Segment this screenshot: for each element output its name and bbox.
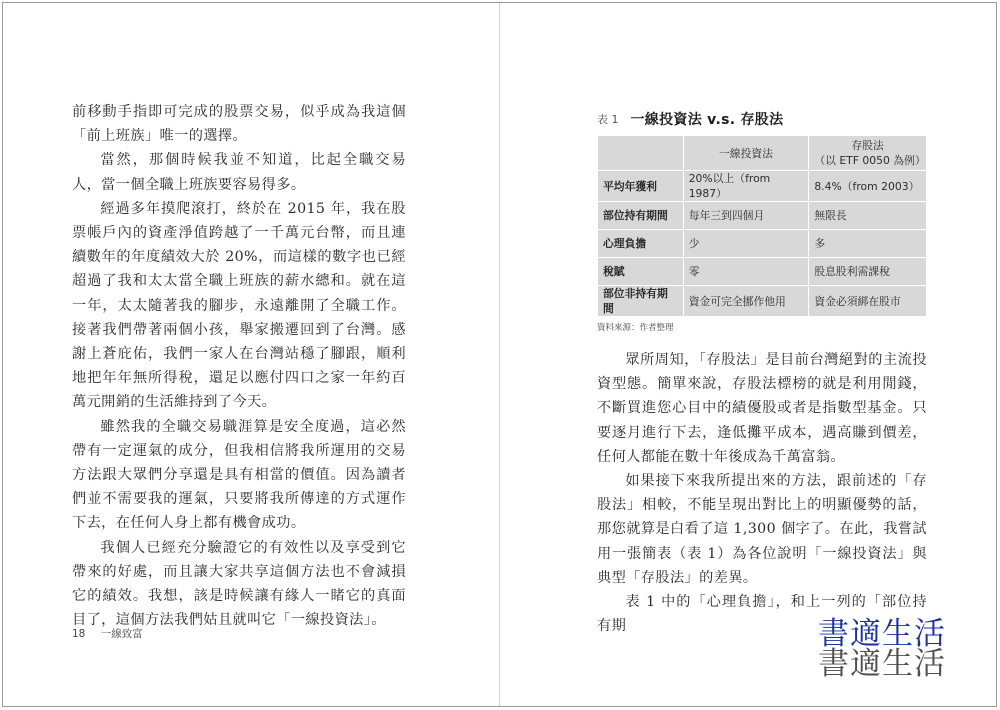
header-line: （以 ETF 0050 為例） [814,154,926,167]
table-cell: 資金必須綁在股市 [809,286,927,317]
paragraph: 表 1 中的「心理負擔」，和上一列的「部位持有期 [597,594,927,635]
page-number: 18 [72,628,86,640]
paragraph: 當然，那個時候我並不知道，比起全職交易人，當一個全職上班族要容易得多。 [72,152,406,193]
table-row [598,258,927,286]
table-cell: 少 [683,230,809,258]
table-row [598,202,927,230]
right-page [597,348,927,638]
table-caption [597,107,927,131]
left-page [72,100,406,632]
book-gutter [499,3,500,706]
table-source-note: 資料來源：作者整理 [597,323,674,333]
table-row [598,286,927,317]
row-label: 部位持有期間 [598,202,684,230]
table-header-cell: 一線投資法 [683,136,809,171]
table-cell: 多 [809,230,927,258]
row-label: 部位非持有期間 [598,286,684,317]
paragraph: 如果接下來我所提出來的方法，跟前述的「存股法」相較，不能呈現出對比上的明顯優勢的話，那您就算是白看了這 1,300 個字了。在此，我嘗試用一張簡表（表 1）為各位說明「一線投資法」與典型「存股法」的差異。 [597,473,927,586]
table-header-cell [809,136,927,171]
table-header-cell [598,136,684,171]
page-footer [72,626,143,641]
table-cell: 8.4%（from 2003） [809,171,927,202]
paragraph: 眾所周知，「存股法」是目前台灣絕對的主流投資型態。簡單來說，存股法標榜的就是利用閒錢，不斷買進您心目中的績優股或者是指數型基金。只要逐月進行下去，逢低攤平成本，遇高賺到價差，任何人都能在數十年後成為千萬富翁。 [597,352,927,465]
table-cell: 零 [683,258,809,286]
comparison-table [597,135,927,317]
paragraph: 我個人已經充分驗證它的有效性以及享受到它帶來的好處，而且讓大家共享這個方法也不會減損它的績效。我想，該是時候讓有緣人一睹它的真面目了，這個方法我們姑且就叫它「一線投資法」。 [72,539,406,629]
paragraph: 經過多年摸爬滾打，終於在 2015 年，我在股票帳戶內的資產淨值跨越了一千萬元台幣，而且連續數年的年度績效大於 20%，而這樣的數字也已經超過了我和太太當全職上班族的薪水總和。就在這一年，太太隨著我的腳步，永遠離開了全職工作。接著我們帶著兩個小孩，舉家搬遷回到了台灣。感謝上蒼庇佑，我們一家人在台灣站穩了腳跟，順利地把年年無所得稅，還足以應付四口之家一年約百萬元開銷的生活維持到了今天。 [72,200,406,411]
table-row [598,171,927,202]
row-label: 稅賦 [598,258,684,286]
paragraph: 雖然我的全職交易職涯算是安全度過，這必然帶有一定運氣的成分，但我相信將我所運用的交易方法跟大眾們分享還是具有相當的價值。因為讀者們並不需要我的運氣，只要將我所傳達的方式運作下去，在任何人身上都有機會成功。 [72,418,406,532]
table-header-row [598,136,927,171]
table-cell: 每年三到四個月 [683,202,809,230]
table-row [598,230,927,258]
table-title: 一線投資法 v.s. 存股法 [630,112,784,128]
row-label: 心理負擔 [598,230,684,258]
header-line: 存股法 [851,139,884,152]
row-label: 平均年獲利 [598,171,684,202]
paragraph: 前移動手指即可完成的股票交易，似乎成為我這個「前上班族」唯一的選擇。 [72,104,406,145]
table-cell: 股息股利需課稅 [809,258,927,286]
book-title: 一線致富 [100,628,143,640]
watermark-logo: 書適生活 [818,646,946,682]
watermark-logo: 書適生活 [818,616,946,652]
table-cell: 20%以上（from 1987） [683,171,809,202]
table-cell: 無限長 [809,202,927,230]
table-number: 表 1 [597,113,619,126]
table-cell: 資金可完全挪作他用 [683,286,809,317]
comparison-table-block [597,107,927,333]
